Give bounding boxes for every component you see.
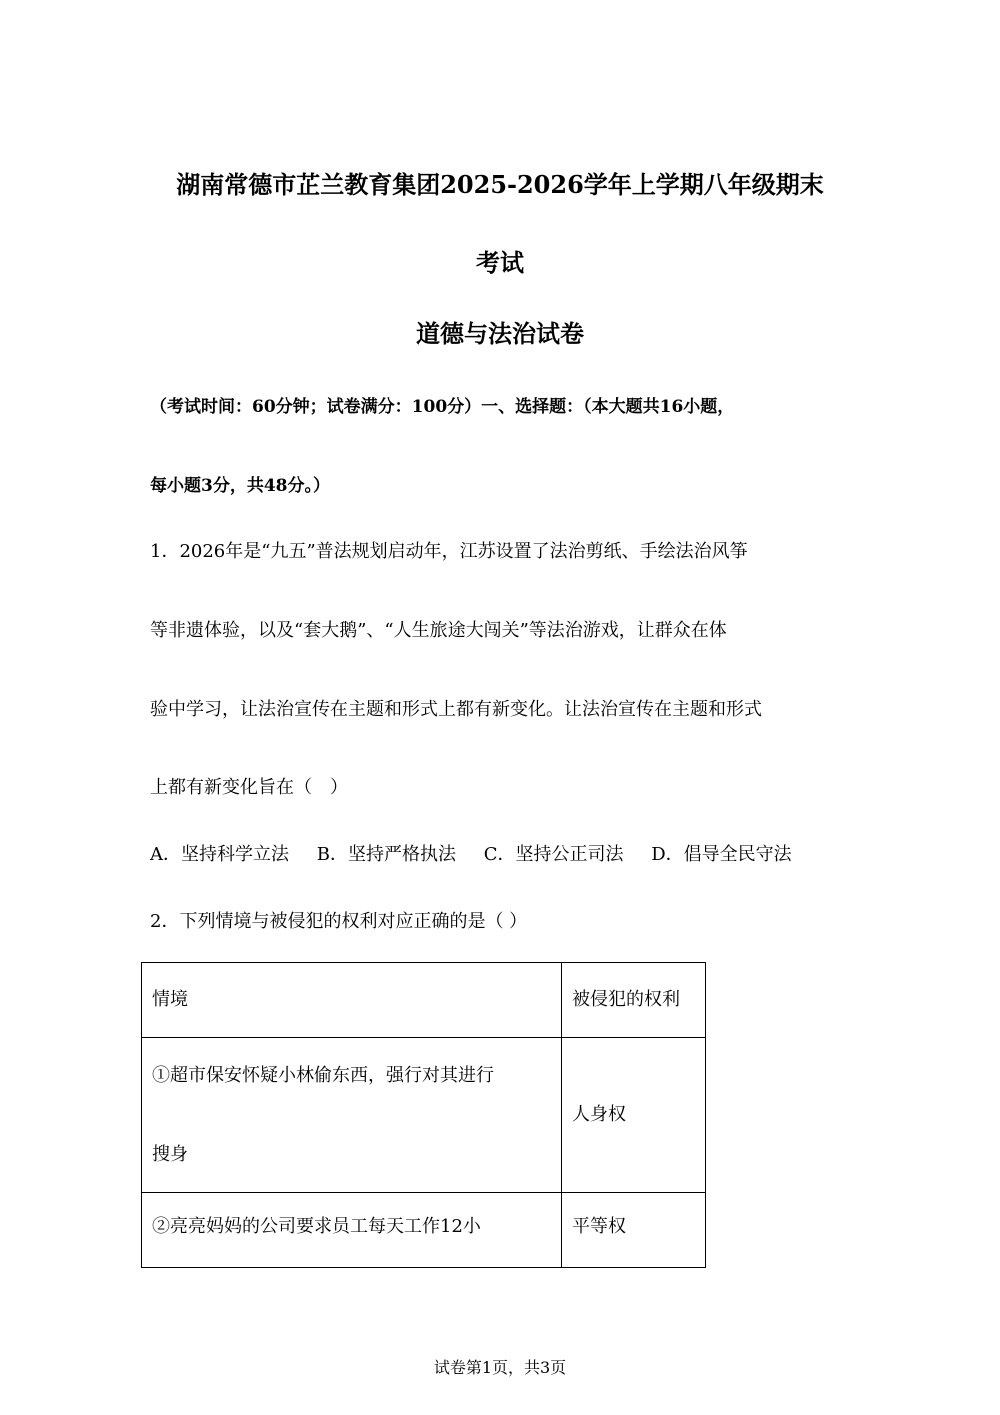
exam-subject: 道德与法治试卷 xyxy=(416,319,584,348)
option-d: D．倡导全民守法 xyxy=(651,844,792,865)
option-b: B．坚持严格执法 xyxy=(316,844,456,865)
table-cell-situation xyxy=(142,1038,562,1193)
situation-line2: 搜身 xyxy=(152,1143,188,1165)
exam-title-line2: 考试 xyxy=(476,248,524,277)
question2-stem: 2．下列情境与被侵犯的权利对应正确的是（ ） xyxy=(150,911,528,932)
table-header-situation: 情境 xyxy=(142,963,562,1038)
instructions-line2: 每小题3分，共48分。） xyxy=(150,476,330,496)
question1-line3: 验中学习，让法治宣传在主题和形式上都有新变化。让法治宣传在主题和形式 xyxy=(150,699,762,720)
table-header-right: 被侵犯的权利 xyxy=(562,963,706,1038)
instructions-line1: （考试时间：60分钟；试卷满分：100分）一、选择题：（本大题共16小题， xyxy=(150,397,735,417)
situation-line1: ①超市保安怀疑小林偷东西，强行对其进行 xyxy=(152,1064,494,1086)
question1-line4: 上都有新变化旨在（ ） xyxy=(150,777,348,798)
question1-options xyxy=(150,843,814,867)
question2-table xyxy=(141,962,706,1268)
page-footer: 试卷第1页，共3页 xyxy=(433,1358,567,1377)
exam-title-line1: 湖南常德市芷兰教育集团2025-2026学年上学期八年级期末 xyxy=(176,170,824,199)
table-cell-right: 人身权 xyxy=(562,1038,706,1193)
option-c: C．坚持公正司法 xyxy=(483,844,624,865)
table-row xyxy=(142,1038,706,1193)
table-row xyxy=(142,1193,706,1268)
option-a: A．坚持科学立法 xyxy=(150,844,289,865)
table-header-row xyxy=(142,963,706,1038)
table-cell-right: 平等权 xyxy=(562,1193,706,1268)
question1-line2: 等非遗体验，以及“套大鹅”、“人生旅途大闯关”等法治游戏，让群众在体 xyxy=(150,620,727,641)
table-cell-situation: ②亮亮妈妈的公司要求员工每天工作12小 xyxy=(142,1193,562,1268)
question1-line1: 1．2026年是“九五”普法规划启动年，江苏设置了法治剪纸、手绘法治风筝 xyxy=(150,541,748,562)
